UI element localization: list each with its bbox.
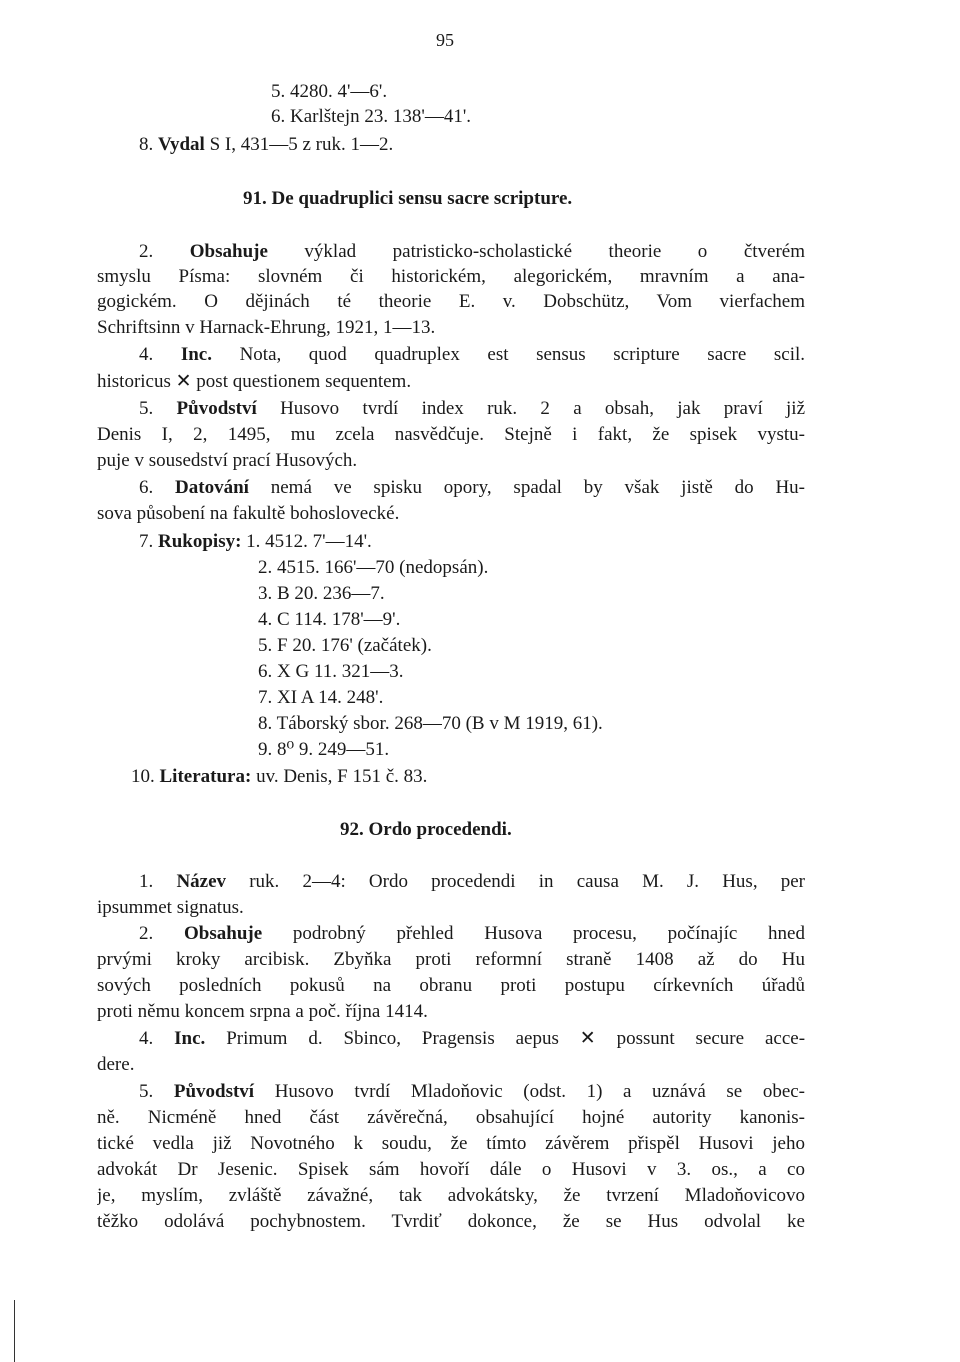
item-number: 5. [139,1081,154,1102]
manuscript-item: 8. Táborský sbor. 268—70 (B v M 1919, 61). [258,713,603,734]
paragraph-line: gogickém. O dějinách té theorie E. v. Dobschütz, Vom vierfachem [97,291,805,312]
paragraph-line: dere. [97,1054,135,1075]
paragraph-line [139,1080,805,1104]
paragraph-line [139,343,805,367]
paragraph-line [139,870,805,894]
paragraph-line: sova působení na fakultě bohoslovecké. [97,503,400,524]
literatura-line [131,765,427,789]
entry-line: 6. Karlštejn 23. 138'—41'. [271,106,471,127]
item-number: 7. [139,531,154,552]
item-number: 4. [139,1028,154,1049]
section-title: 91. De quadruplici sensu sacre scripture. [243,188,573,209]
item-number: 8. [139,134,154,155]
vydal-line [139,133,393,157]
item-number: 10. [131,766,155,787]
manuscript-item: 4. C 114. 178'—9'. [258,609,401,630]
item-label: Obsahuje [189,241,268,262]
item-label: Obsahuje [184,923,263,944]
paragraph-line: prvými kroky arcibisk. Zbyňka proti reformní straně 1408 až do Hu [97,949,805,970]
item-text: S I, 431—5 z ruk. 1—2. [209,134,394,155]
section-title: 92. Ordo procedendi. [340,819,512,840]
page-number: 95 [436,30,454,50]
item-label: Původství [176,398,257,419]
paragraph-line: sových posledních pokusů na obranu proti postupu církevních úřadů [97,975,805,996]
item-number: 2. [139,923,154,944]
manuscript-item: 3. B 20. 236—7. [258,583,385,604]
entry-line: 5. 4280. 4'—6'. [271,81,388,102]
item-label: Původství [173,1081,255,1102]
item-label: Vydal [158,134,205,155]
item-number: 5. [139,398,154,419]
manuscript-item: 2. 4515. 166'—70 (nedopsán). [258,557,489,578]
item-number: 1. [139,871,154,892]
manuscript-item: 7. XI A 14. 248'. [258,687,384,708]
item-text: uv. Denis, F 151 č. 83. [256,766,428,787]
paragraph-line [139,922,805,946]
item-label: Název [176,871,227,892]
item-text: nemá ve spisku opory, spadal by však jistě do Hu- [270,477,805,498]
item-number: 6. [139,477,154,498]
paragraph-line [139,1027,805,1051]
item-text: Husovo tvrdí Mladoňovic (odst. 1) a uznává se obec- [274,1081,805,1102]
paragraph-line: Schriftsinn v Harnack-Ehrung, 1921, 1—13. [97,317,436,338]
paragraph-line: těžko odolává pochybnostem. Tvrdiť dokonce, že se Hus odvolal ke [97,1211,805,1232]
item-number: 2. [139,241,154,262]
item-label: Literatura: [159,766,252,787]
rukopisy-line [139,530,372,554]
item-text: ruk. 2—4: Ordo procedendi in causa M. J. Hus, per [249,871,805,892]
margin-rule [14,1300,15,1362]
paragraph-line [139,476,805,500]
item-text: Primum d. Sbinco, Pragensis aepus ✕ possunt secure acce- [226,1028,805,1049]
item-label: Datování [175,477,249,498]
paragraph-line: advokát Dr Jesenic. Spisek sám hovoří dále o Husovi v 3. os., a co [97,1159,805,1180]
item-number: 4. [139,344,154,365]
item-text: Husovo tvrdí index ruk. 2 a obsah, jak praví již [280,398,805,419]
paragraph-line [139,240,805,264]
paragraph-line: historicus ✕ post questionem sequentem. [97,371,412,392]
manuscript-item: 6. X G 11. 321—3. [258,661,404,682]
paragraph-line: je, myslím, zvláště závažné, tak advokátsky, že tvrzení Mladoňovicovo [97,1185,805,1206]
paragraph-line: puje v sousedství prací Husových. [97,450,358,471]
item-text: výklad patristicko-scholastické theorie o čtverém [304,241,805,262]
paragraph-line: tické vedla již Novotného k soudu, že tímto závěrem přispěl Husovi jeho [97,1133,805,1154]
item-text: podrobný přehled Husova procesu, počínajíc hned [292,923,805,944]
item-label: Rukopisy: [158,531,242,552]
manuscript-item: 1. 4512. 7'—14'. [246,531,372,552]
paragraph-line: ně. Nicméně hned část závěrečná, obsahující hojné autority kanonis- [97,1107,805,1128]
paragraph-line: Denis I, 2, 1495, mu zcela nasvědčuje. Stejně i fakt, že spisek vystu- [97,424,805,445]
item-label: Inc. [180,344,212,365]
item-label: Inc. [174,1028,206,1049]
item-text: Nota, quod quadruplex est sensus scripture sacre scil. [239,344,805,365]
paragraph-line: proti němu koncem srpna a poč. října 1414. [97,1001,428,1022]
paragraph-line: ipsummet signatus. [97,897,244,918]
manuscript-item: 9. 8⁰ 9. 249—51. [258,739,390,760]
manuscript-item: 5. F 20. 176' (začátek). [258,635,432,656]
paragraph-line: smyslu Písma: slovném či historickém, alegorickém, mravním a ana- [97,266,805,287]
paragraph-line [139,397,805,421]
